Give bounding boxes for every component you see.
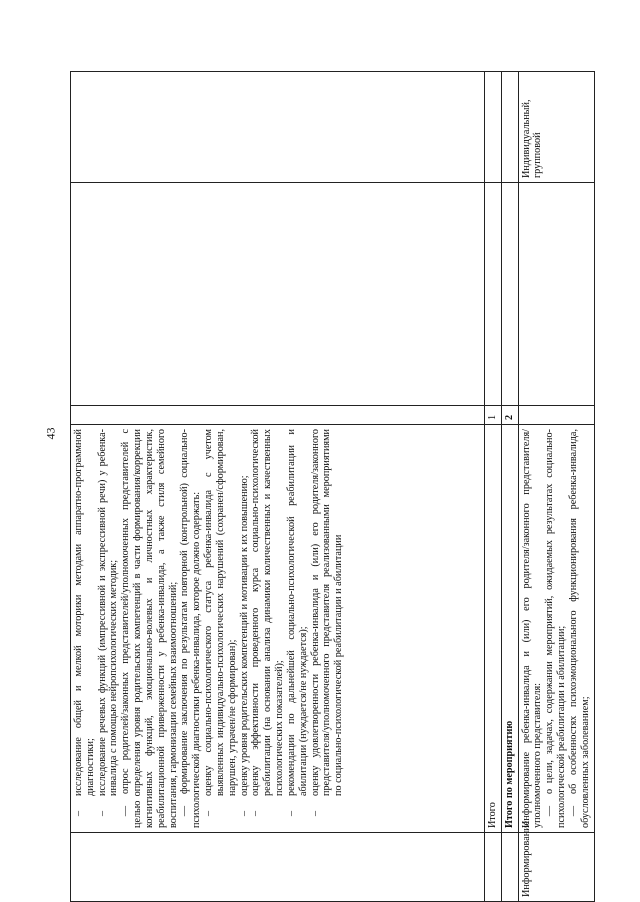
rotated-table-container [70, 72, 591, 902]
description-cell [71, 425, 485, 833]
activity-cell-empty [485, 833, 502, 902]
activity-cell-empty [71, 833, 485, 902]
notes-cell-empty [485, 72, 502, 183]
list-item: – рекомендации по дальнейшей социально-психологической реабилитации и абилитации (нуждается/не нуждается); [285, 429, 309, 816]
total-label: Итого [485, 425, 502, 833]
activity-total-label: Итого по мероприятию [501, 425, 518, 833]
table-row [71, 72, 485, 902]
list-item: – оценку социально-психологического статуса ребенка-инвалида с учетом выявленных индивидуально-психологических нарушений (сохранен/сформирован, нарушен, утрачен/не сформирован); [203, 429, 238, 816]
form-cell-empty [501, 183, 518, 406]
form-cell-empty [518, 183, 594, 406]
list-item: —опрос родителей/законных представителей/уполномоченных представителей с целью определения уровня родительских компетенций в части формирования/коррекции когнитивных функций, эмоционально-волевых и личностных характеристик, реабилитационной приверженности у ребенка-инвалида, а также стиля семейного воспитания, гармонизации семейных взаимоотношений; [120, 429, 179, 828]
list-item: – оценку эффективности проведенного курса социально-психологической реабилитации (на основании анализа динамики количественных и качественных психологических показателей); [250, 429, 286, 816]
total-value: 1 [485, 406, 502, 425]
list-item: – исследование общей и мелкой моторики методами аппаратно-программной диагностики; [73, 429, 96, 816]
list-item: —формирование заключения по результатам повторной (контрольной) социально-психологической диагностики ребенка-инвалида, которое должно содержать: [179, 429, 203, 828]
count-cell-empty [518, 406, 594, 425]
total-row [485, 72, 502, 902]
list-item: – оценку удовлетворенности ребенка-инвалида и (или) его родителя/законного представителя/уполномоченного представителя реализованными мероприятиями по социально-психологической реабилитации и абилитации [309, 429, 345, 816]
activity-total-row [501, 72, 518, 902]
form-cell-empty [485, 183, 502, 406]
activity-total-value: 2 [501, 406, 518, 425]
notes-cell-empty [71, 72, 485, 183]
list-item: —об особенностях психоэмоционального функционирования ребенка-инвалида, обусловленных заболеванием; [567, 429, 591, 828]
activity-cell-empty [501, 833, 518, 902]
description-cell [518, 425, 594, 833]
list-item: —о цели, задачах, содержании мероприятий, ожидаемых результатах социально-психологической реабилитации и абилитации; [544, 429, 568, 828]
count-cell-empty [71, 406, 485, 425]
page-number: 43 [43, 427, 58, 440]
activity-form: Индивидуальный, групповой [518, 72, 594, 183]
intro-text: Информирование ребенка-инвалида и (или) его родителя/законного представителя/уполномоченного представителя: [520, 429, 544, 828]
table-row [518, 72, 594, 902]
rehabilitation-activities-table [70, 71, 595, 902]
notes-cell-empty [501, 72, 518, 183]
activity-name: Информирование [518, 833, 594, 902]
list-item: – исследование речевых функций (импрессивной и экспрессивной речи) у ребенка-инвалида с помощью нейропсихологических методик; [96, 429, 120, 816]
form-cell-empty [71, 183, 485, 406]
list-item: – оценку уровня родительских компетенций и мотивации к их повышению; [238, 475, 250, 816]
